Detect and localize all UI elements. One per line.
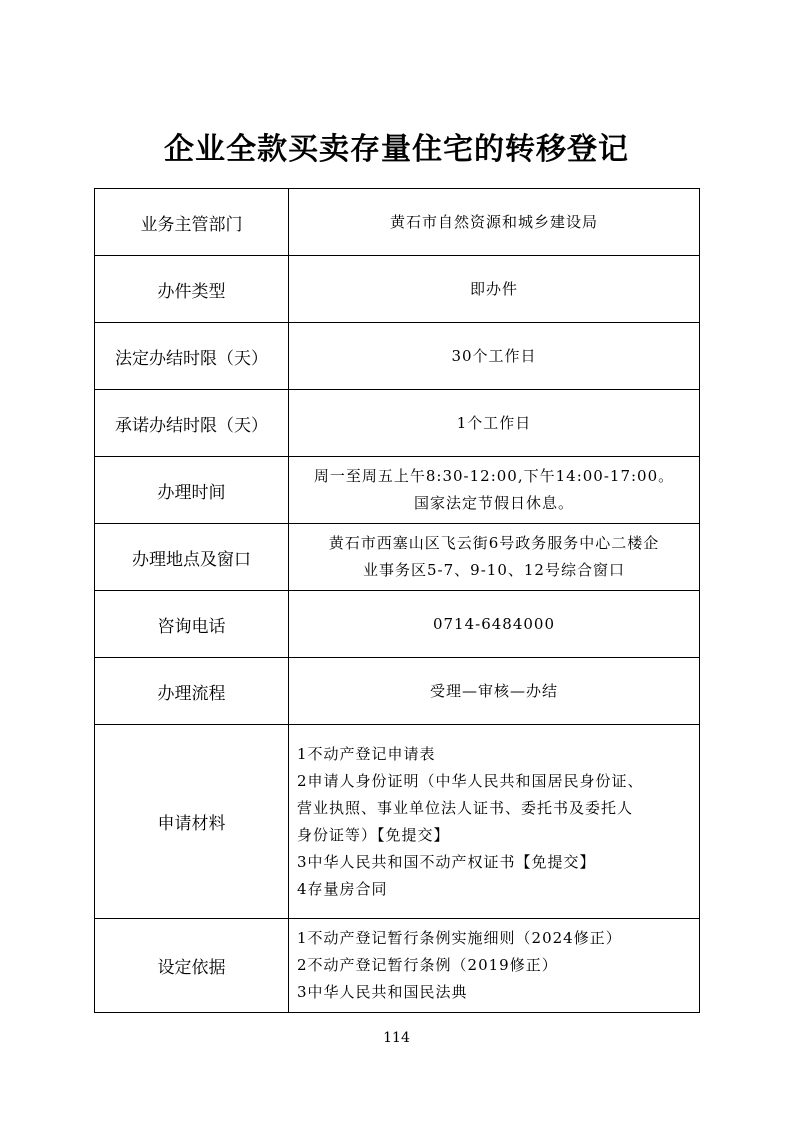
- table-row: [95, 323, 700, 390]
- value-line: 1不动产登记暂行条例实施细则（2024修正）: [297, 929, 622, 947]
- table-row: [95, 390, 700, 457]
- row-value-case-type: [289, 256, 700, 323]
- row-value-materials: [289, 725, 700, 919]
- table-row: [95, 919, 700, 1013]
- value-line: 受理—审核—办结: [429, 681, 558, 700]
- value-line: 0714-6484000: [432, 614, 556, 633]
- row-label-location: 办理地点及窗口: [95, 524, 289, 591]
- row-value-promised-time-limit: [289, 390, 700, 457]
- value-line: 2不动产登记暂行条例（2019修正）: [297, 956, 558, 974]
- row-label-legal-time-limit: 法定办结时限（天）: [95, 323, 289, 390]
- row-label-promised-time-limit: 承诺办结时限（天）: [95, 390, 289, 457]
- value-line: 4存量房合同: [297, 879, 388, 898]
- row-label-case-type: 办件类型: [95, 256, 289, 323]
- row-label-phone: 咨询电话: [95, 591, 289, 658]
- row-label-process: 办理流程: [95, 658, 289, 725]
- value-line: 业事务区5-7、9-10、12号综合窗口: [363, 561, 625, 579]
- row-value-phone: [289, 591, 700, 658]
- table-row: [95, 591, 700, 658]
- value-line: 黄石市自然资源和城乡建设局: [389, 212, 598, 231]
- row-label-legal-basis: 设定依据: [95, 919, 289, 1013]
- value-line: 1个工作日: [456, 413, 532, 432]
- value-line: 即办件: [469, 279, 518, 298]
- table-row: [95, 457, 700, 524]
- page-number: 114: [383, 1030, 410, 1046]
- value-line: 营业执照、事业单位法人证书、委托书及委托人: [297, 798, 634, 817]
- table-row: [95, 725, 700, 919]
- row-value-location: [289, 524, 700, 591]
- value-line: 30个工作日: [451, 346, 537, 365]
- value-line: 2申请人身份证明（中华人民共和国居民身份证、: [297, 771, 644, 790]
- row-value-process: [289, 658, 700, 725]
- value-line: 国家法定节假日休息。: [413, 494, 574, 512]
- value-line: 周一至周五上午8:30-12:00,下午14:00-17:00。: [313, 467, 675, 485]
- page-title: 企业全款买卖存量住宅的转移登记: [164, 132, 629, 167]
- table-row: [95, 524, 700, 591]
- value-line: 身份证等）【免提交】: [297, 825, 450, 844]
- row-value-office-hours: [289, 457, 700, 524]
- row-label-materials: 申请材料: [95, 725, 289, 919]
- row-label-office-hours: 办理时间: [95, 457, 289, 524]
- row-label-department: 业务主管部门: [95, 189, 289, 256]
- row-value-department: [289, 189, 700, 256]
- table-row: [95, 256, 700, 323]
- value-line: 黄石市西塞山区飞云街6号政务服务中心二楼企: [328, 534, 660, 552]
- table-row: [95, 658, 700, 725]
- table-row: [95, 189, 700, 256]
- info-table: [94, 188, 700, 1013]
- row-value-legal-basis: [289, 919, 700, 1013]
- value-line: 3中华人民共和国不动产权证书【免提交】: [297, 852, 596, 871]
- value-line: 3中华人民共和国民法典: [297, 983, 468, 1001]
- row-value-legal-time-limit: [289, 323, 700, 390]
- value-line: 1不动产登记申请表: [297, 744, 436, 763]
